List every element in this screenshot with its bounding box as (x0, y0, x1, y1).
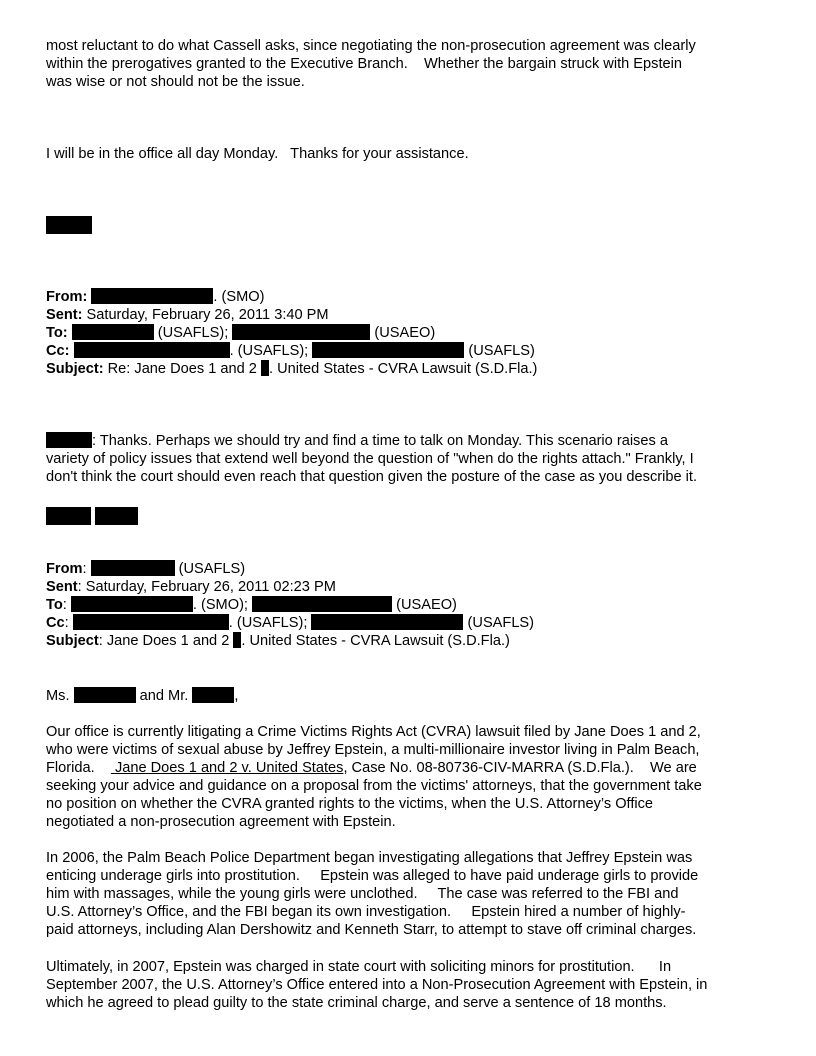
redaction-box (311, 614, 463, 630)
text-line: Our office is currently litigating a Crime Victims Rights Act (CVRA) lawsuit filed by Jane Does 1 and 2, (46, 724, 701, 740)
subject-label: Subject (46, 633, 99, 649)
email1-from-row (46, 288, 776, 306)
case-name: Jane Does 1 and 2 v. United States (110, 760, 344, 776)
subject-value: . United States - CVRA Lawsuit (S.D.Fla.) (241, 633, 510, 649)
redaction-box (91, 560, 175, 576)
to-label: To (46, 597, 63, 613)
text-line: was wise or not should not be the issue. (46, 74, 305, 90)
email2-cc-row: Cc: . (USAFLS); (USAFLS) (46, 615, 535, 631)
sent-label: Sent: (46, 307, 83, 323)
subject-label: Subject: (46, 361, 104, 377)
email2-sent-row (46, 578, 776, 596)
greeting-text: Ms. (46, 688, 74, 704)
redacted-signature (46, 216, 92, 234)
redaction-box (72, 324, 154, 340)
text-line: most reluctant to do what Cassell asks, since negotiating the non-prosecution agreement was clearly (46, 38, 696, 54)
text-line: no position on whether the CVRA granted rights to the victims, when the U.S. Attorney’s Office (46, 796, 654, 812)
redacted-signature (95, 507, 138, 525)
subject-value: Re: Jane Does 1 and 2 (103, 361, 261, 377)
text-line: don't think the court should even reach that question given the posture of the case as you describe it. (46, 469, 697, 485)
from-value: . (SMO) (213, 289, 265, 305)
text-line: who were victims of sexual abuse by Jeffrey Epstein, a multi-millionaire investor living in Palm Beach, (46, 742, 700, 758)
sent-value: : Saturday, February 26, 2011 02:23 PM (77, 579, 336, 595)
greeting-text: , (234, 688, 239, 704)
redaction-box (261, 360, 269, 376)
email2-paragraph-1 (46, 723, 776, 831)
cc-value: . (USAFLS); (229, 343, 313, 359)
text-line: U.S. Attorney’s Office, and the FBI began its own investigation. Epstein hired a number of highly- (46, 904, 686, 920)
email2-subject-row (46, 632, 776, 650)
redaction-box (74, 342, 230, 358)
redaction-box (71, 596, 193, 612)
redaction-box (252, 596, 392, 612)
body-text: , Case No. 08-80736-CIV-MARRA (S.D.Fla.). We are (343, 760, 697, 776)
email1-to-row (46, 324, 776, 342)
email1-subject-row (46, 360, 776, 378)
text-line (46, 432, 776, 450)
email2-header (46, 560, 776, 650)
to-value: (USAFLS); (153, 325, 233, 341)
redaction-box (74, 687, 136, 703)
cc-label: Cc (46, 615, 65, 631)
text-line (46, 759, 776, 777)
text-line: seeking your advice and guidance on a proposal from the victims' attorneys, that the government take (46, 778, 702, 794)
sent-label: Sent (46, 579, 78, 595)
closing-text: I will be in the office all day Monday. Thanks for your assistance. (46, 146, 469, 162)
email1-sent-row (46, 306, 776, 324)
text-line: negotiated a non-prosecution agreement with Epstein. (46, 814, 396, 830)
sent-value: Saturday, February 26, 2011 3:40 PM (82, 307, 329, 323)
text-line: within the prerogatives granted to the Executive Branch. Whether the bargain struck with Epstein (46, 56, 682, 72)
redaction-box (192, 687, 234, 703)
cc-value: . (USAFLS); (228, 615, 312, 631)
email2-paragraph-3 (46, 958, 776, 1012)
closing-line (46, 145, 776, 163)
greeting-text: and Mr. (135, 688, 193, 704)
text-line: September 2007, the U.S. Attorney’s Office entered into a Non-Prosecution Agreement with Epstein, in (46, 977, 708, 993)
cc-label: Cc: (46, 343, 70, 359)
email2-from-row: From: (USAFLS) (46, 561, 246, 577)
redaction-box (73, 614, 229, 630)
text-line: In 2006, the Palm Beach Police Department began investigating allegations that Jeffrey Epstein was (46, 850, 693, 866)
redaction-box (312, 342, 464, 358)
text-line: variety of policy issues that extend well beyond the question of "when do the rights attach." Frankly, I (46, 451, 694, 467)
email2-paragraph-2 (46, 849, 776, 939)
text-line: enticing underage girls into prostitution. Epstein was alleged to have paid underage girls to provide (46, 868, 699, 884)
to-label: To: (46, 325, 68, 341)
subject-value: : Jane Does 1 and 2 (98, 633, 234, 649)
redaction-box (232, 324, 370, 340)
body-text: Florida. (46, 760, 111, 776)
from-label: From (46, 561, 83, 577)
redacted-signature (46, 507, 91, 525)
greeting-line (46, 687, 776, 705)
email1-header (46, 288, 776, 378)
text-line: him with massages, while the young girls were unclothed. The case was referred to the FBI and (46, 886, 679, 902)
email1-body (46, 432, 776, 486)
text-line: Ultimately, in 2007, Epstein was charged in state court with soliciting minors for prostitution. In (46, 959, 672, 975)
cc-value: (USAFLS) (463, 615, 535, 631)
to-value: . (SMO); (192, 597, 253, 613)
from-value: (USAFLS) (174, 561, 246, 577)
to-value: (USAEO) (392, 597, 457, 613)
email2-greeting (46, 687, 776, 705)
intro-paragraph (46, 37, 776, 91)
subject-value: . United States - CVRA Lawsuit (S.D.Fla.) (268, 361, 538, 377)
email1-cc-row (46, 342, 776, 360)
to-value: (USAEO) (370, 325, 436, 341)
text-line: paid attorneys, including Alan Dershowitz and Kenneth Starr, to attempt to stave off criminal charges. (46, 922, 697, 938)
cc-value: (USAFLS) (464, 343, 535, 359)
text-line: which he agreed to plead guilty to the state criminal charge, and serve a sentence of 18 months. (46, 995, 667, 1011)
redaction-box (46, 432, 92, 448)
email2-to-row: To: . (SMO); (USAEO) (46, 597, 457, 613)
body-text: : Thanks. Perhaps we should try and find a time to talk on Monday. This scenario raises a (92, 433, 668, 449)
from-label: From: (46, 289, 88, 305)
redaction-box (91, 288, 213, 304)
